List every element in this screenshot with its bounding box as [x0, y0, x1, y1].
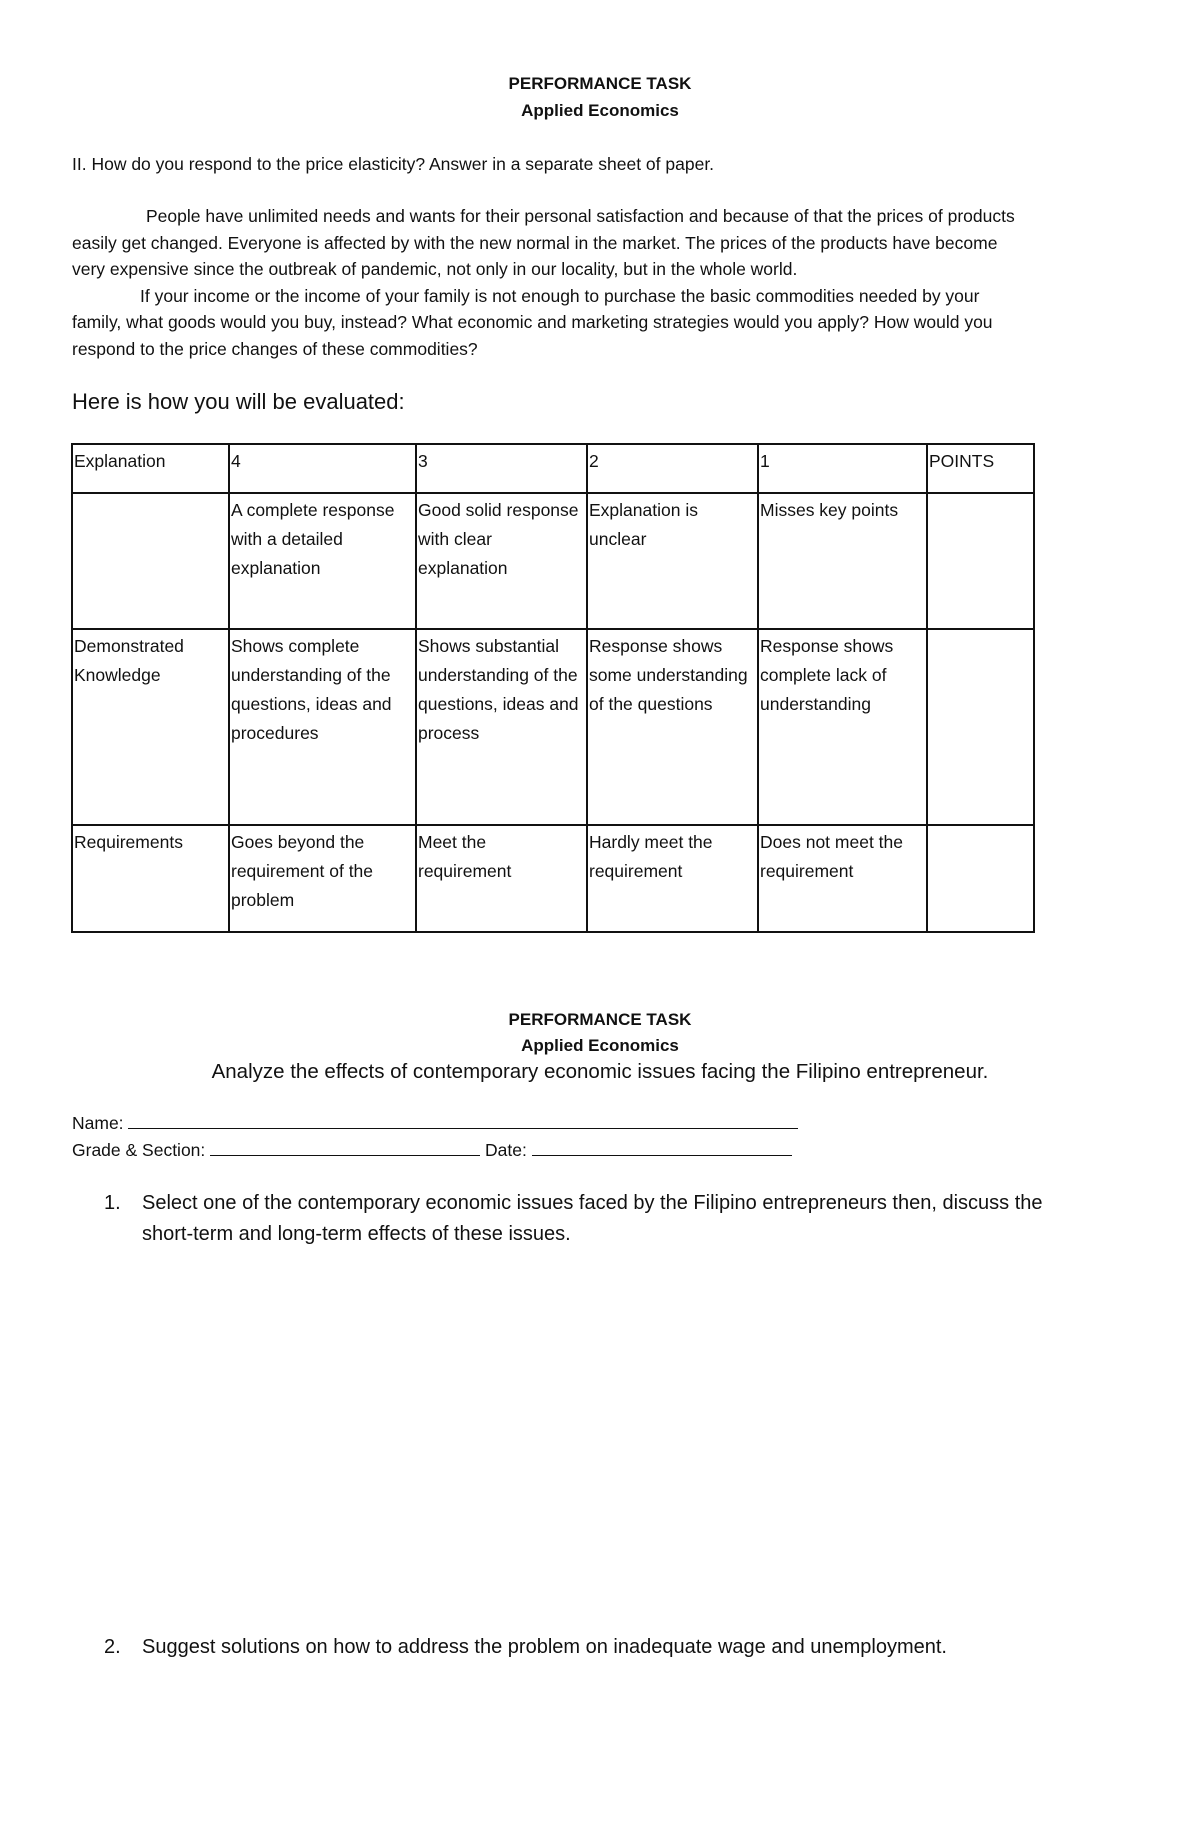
evaluation-heading: Here is how you will be evaluated: — [72, 389, 405, 414]
rubric-cell: Does not meet the requirement — [758, 825, 927, 932]
rubric-cell: Hardly meet the requirement — [587, 825, 758, 932]
rubric-header-cell: POINTS — [927, 444, 1034, 493]
rubric-row — [72, 493, 1034, 629]
rubric-cell: Shows complete understanding of the questions, ideas and procedures — [229, 629, 416, 825]
rubric-cell: Explanation is unclear — [587, 493, 758, 629]
name-field[interactable] — [72, 1110, 798, 1134]
rubric-header-cell: 3 — [416, 444, 587, 493]
question-number: 1. — [104, 1192, 121, 1214]
paragraph-line: People have unlimited needs and wants for their personal satisfaction and because of that the prices of products — [146, 206, 1015, 226]
page-title: PERFORMANCE TASK — [508, 74, 692, 93]
page-subtitle: Applied Economics — [521, 101, 679, 120]
rubric-points-cell — [927, 629, 1034, 825]
name-blank[interactable] — [128, 1110, 798, 1129]
name-label: Name: — [72, 1113, 124, 1133]
question-text: Select one of the contemporary economic issues faced by the Filipino entrepreneurs then, discuss the short-term and long-term effects of these issues. — [142, 1192, 1043, 1245]
rubric-cell: Goes beyond the requirement of the problem — [229, 825, 416, 932]
rubric-header-cell: 2 — [587, 444, 758, 493]
rubric-cell: Shows substantial understanding of the questions, ideas and process — [416, 629, 587, 825]
rubric-points-cell — [927, 825, 1034, 932]
question-number: 2. — [104, 1636, 121, 1658]
rubric-cell: Misses key points — [758, 493, 927, 629]
rubric-criterion: Demonstrated Knowledge — [72, 629, 229, 825]
date-label: Date: — [485, 1140, 527, 1160]
paragraph-line: If your income or the income of your family is not enough to purchase the basic commodities needed by your — [140, 286, 980, 306]
date-blank[interactable] — [532, 1137, 792, 1156]
question-item — [104, 1632, 1084, 1663]
rubric-cell: Meet the requirement — [416, 825, 587, 932]
grade-date-field[interactable] — [72, 1137, 792, 1161]
grade-section-label: Grade & Section: — [72, 1140, 206, 1160]
rubric-table — [71, 443, 1035, 933]
question-heading: II. How do you respond to the price elasticity? Answer in a separate sheet of paper. — [72, 154, 715, 174]
rubric-row — [72, 629, 1034, 825]
rubric-header-cell: 1 — [758, 444, 927, 493]
rubric-header-cell: 4 — [229, 444, 416, 493]
task-instruction: Analyze the effects of contemporary economic issues facing the Filipino entrepreneur. — [211, 1060, 989, 1083]
paragraph-line: very expensive since the outbreak of pandemic, not only in our locality, but in the whole world. — [72, 259, 798, 279]
question-text: Suggest solutions on how to address the problem on inadequate wage and unemployment. — [142, 1636, 947, 1658]
rubric-header-row — [72, 444, 1034, 493]
grade-section-blank[interactable] — [210, 1137, 480, 1156]
paragraph-line: family, what goods would you buy, instead? What economic and marketing strategies would you apply? How would you — [72, 312, 993, 332]
rubric-header-cell: Explanation — [72, 444, 229, 493]
rubric-row — [72, 825, 1034, 932]
rubric-cell: Response shows some understanding of the questions — [587, 629, 758, 825]
question-item — [104, 1188, 1084, 1250]
rubric-cell: Good solid response with clear explanation — [416, 493, 587, 629]
rubric-criterion: Requirements — [72, 825, 229, 932]
paragraph-line: easily get changed. Everyone is affected by with the new normal in the market. The prices of the products have become — [72, 233, 998, 253]
page-subtitle: Applied Economics — [521, 1036, 679, 1055]
rubric-criterion — [72, 493, 229, 629]
rubric-cell: Response shows complete lack of understanding — [758, 629, 927, 825]
rubric-cell: A complete response with a detailed explanation — [229, 493, 416, 629]
rubric-points-cell — [927, 493, 1034, 629]
paragraph-line: respond to the price changes of these commodities? — [72, 339, 478, 359]
page-title: PERFORMANCE TASK — [508, 1010, 692, 1029]
